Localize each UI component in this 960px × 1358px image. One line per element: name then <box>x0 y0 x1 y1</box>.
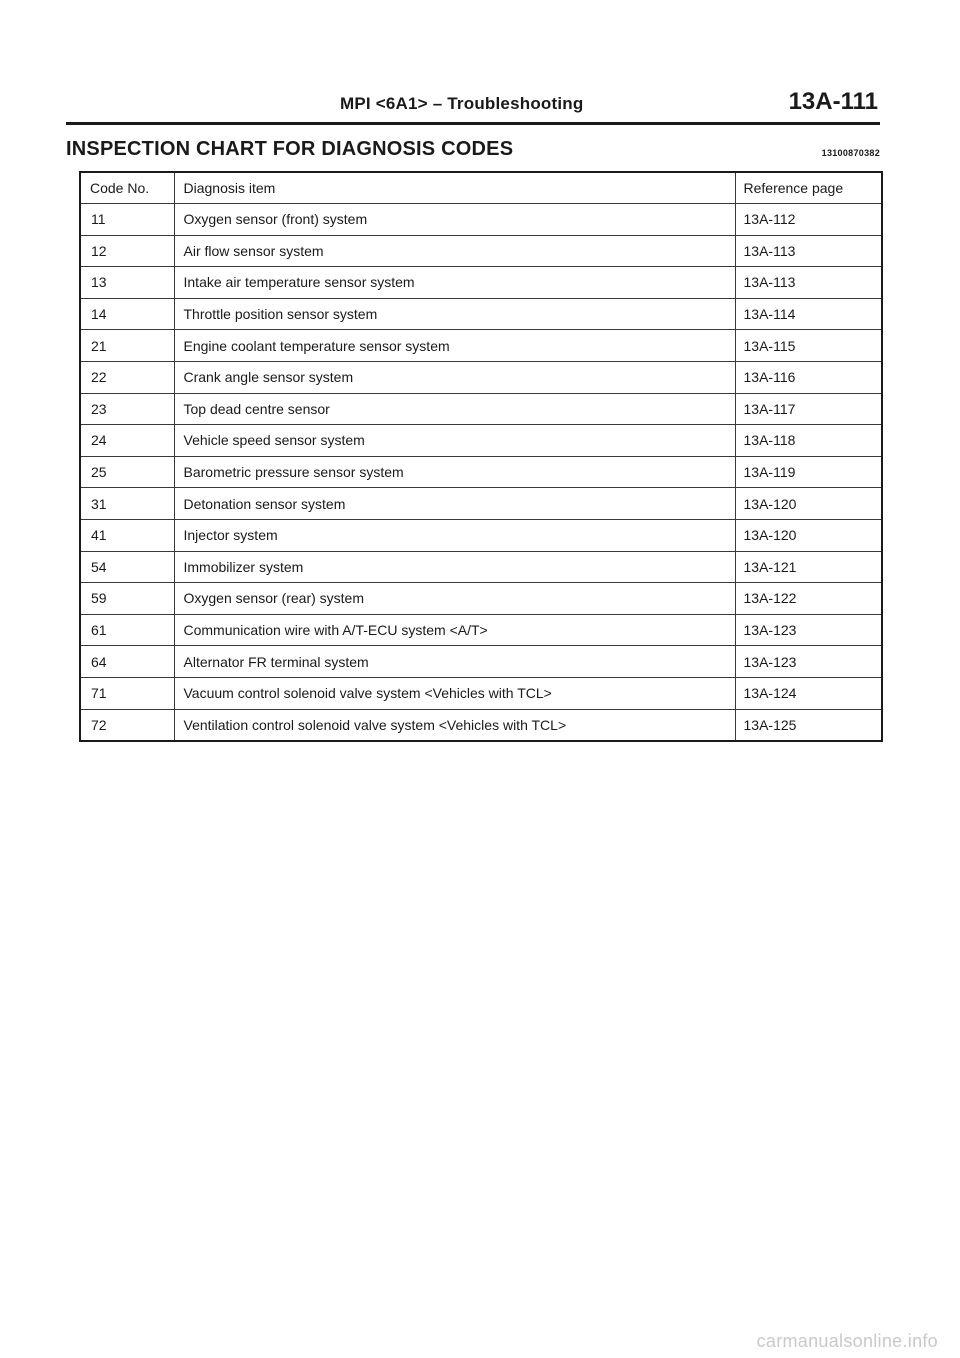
cell-diagnosis-item: Immobilizer system <box>174 551 735 583</box>
cell-code-no: 23 <box>80 393 174 425</box>
cell-code-no: 21 <box>80 330 174 362</box>
cell-diagnosis-item: Oxygen sensor (front) system <box>174 204 735 236</box>
cell-code-no: 11 <box>80 204 174 236</box>
cell-diagnosis-item: Top dead centre sensor <box>174 393 735 425</box>
cell-reference-page: 13A-116 <box>735 361 882 393</box>
cell-code-no: 12 <box>80 235 174 267</box>
cell-reference-page: 13A-117 <box>735 393 882 425</box>
cell-diagnosis-item: Engine coolant temperature sensor system <box>174 330 735 362</box>
table-body <box>80 204 882 742</box>
table-row <box>80 646 882 678</box>
page-header <box>66 88 880 125</box>
cell-reference-page: 13A-121 <box>735 551 882 583</box>
cell-code-no: 72 <box>80 709 174 741</box>
cell-diagnosis-item: Alternator FR terminal system <box>174 646 735 678</box>
cell-diagnosis-item: Injector system <box>174 519 735 551</box>
column-header-reference: Reference page <box>735 172 882 204</box>
cell-reference-page: 13A-120 <box>735 519 882 551</box>
cell-code-no: 31 <box>80 488 174 520</box>
cell-reference-page: 13A-114 <box>735 298 882 330</box>
table-row <box>80 330 882 362</box>
cell-reference-page: 13A-118 <box>735 425 882 457</box>
cell-diagnosis-item: Barometric pressure sensor system <box>174 456 735 488</box>
table-row <box>80 583 882 615</box>
cell-reference-page: 13A-122 <box>735 583 882 615</box>
cell-reference-page: 13A-123 <box>735 614 882 646</box>
footer-watermark: carmanualsonline.info <box>756 1331 938 1351</box>
table-row <box>80 235 882 267</box>
cell-diagnosis-item: Intake air temperature sensor system <box>174 267 735 299</box>
document-code: 13100870382 <box>821 148 880 158</box>
table-row <box>80 204 882 236</box>
cell-reference-page: 13A-124 <box>735 677 882 709</box>
table-row <box>80 519 882 551</box>
table-row <box>80 551 882 583</box>
cell-diagnosis-item: Vehicle speed sensor system <box>174 425 735 457</box>
header-title: MPI <6A1> – Troubleshooting <box>340 94 584 113</box>
cell-diagnosis-item: Oxygen sensor (rear) system <box>174 583 735 615</box>
table-header-row <box>80 172 882 204</box>
section-title: INSPECTION CHART FOR DIAGNOSIS CODES <box>66 138 514 160</box>
diagnosis-codes-table <box>79 171 883 742</box>
table-row <box>80 614 882 646</box>
table-row <box>80 361 882 393</box>
section-heading <box>66 138 880 168</box>
table-row <box>80 425 882 457</box>
cell-reference-page: 13A-125 <box>735 709 882 741</box>
cell-code-no: 61 <box>80 614 174 646</box>
table-row <box>80 267 882 299</box>
table-row <box>80 488 882 520</box>
cell-code-no: 14 <box>80 298 174 330</box>
table-row <box>80 709 882 741</box>
cell-code-no: 22 <box>80 361 174 393</box>
cell-code-no: 13 <box>80 267 174 299</box>
cell-diagnosis-item: Throttle position sensor system <box>174 298 735 330</box>
cell-reference-page: 13A-119 <box>735 456 882 488</box>
cell-reference-page: 13A-115 <box>735 330 882 362</box>
table-row <box>80 393 882 425</box>
cell-code-no: 54 <box>80 551 174 583</box>
table-row <box>80 677 882 709</box>
cell-reference-page: 13A-113 <box>735 267 882 299</box>
column-header-item: Diagnosis item <box>174 172 735 204</box>
cell-code-no: 71 <box>80 677 174 709</box>
cell-code-no: 24 <box>80 425 174 457</box>
column-header-code: Code No. <box>80 172 174 204</box>
cell-reference-page: 13A-113 <box>735 235 882 267</box>
cell-code-no: 59 <box>80 583 174 615</box>
cell-code-no: 25 <box>80 456 174 488</box>
table-row <box>80 456 882 488</box>
cell-diagnosis-item: Crank angle sensor system <box>174 361 735 393</box>
cell-diagnosis-item: Detonation sensor system <box>174 488 735 520</box>
table-row <box>80 298 882 330</box>
cell-code-no: 41 <box>80 519 174 551</box>
cell-reference-page: 13A-123 <box>735 646 882 678</box>
cell-code-no: 64 <box>80 646 174 678</box>
cell-reference-page: 13A-120 <box>735 488 882 520</box>
cell-diagnosis-item: Ventilation control solenoid valve system <Vehicles with TCL> <box>174 709 735 741</box>
cell-reference-page: 13A-112 <box>735 204 882 236</box>
page-number: 13A-111 <box>788 88 878 115</box>
cell-diagnosis-item: Vacuum control solenoid valve system <Vehicles with TCL> <box>174 677 735 709</box>
cell-diagnosis-item: Communication wire with A/T-ECU system <A/T> <box>174 614 735 646</box>
cell-diagnosis-item: Air flow sensor system <box>174 235 735 267</box>
